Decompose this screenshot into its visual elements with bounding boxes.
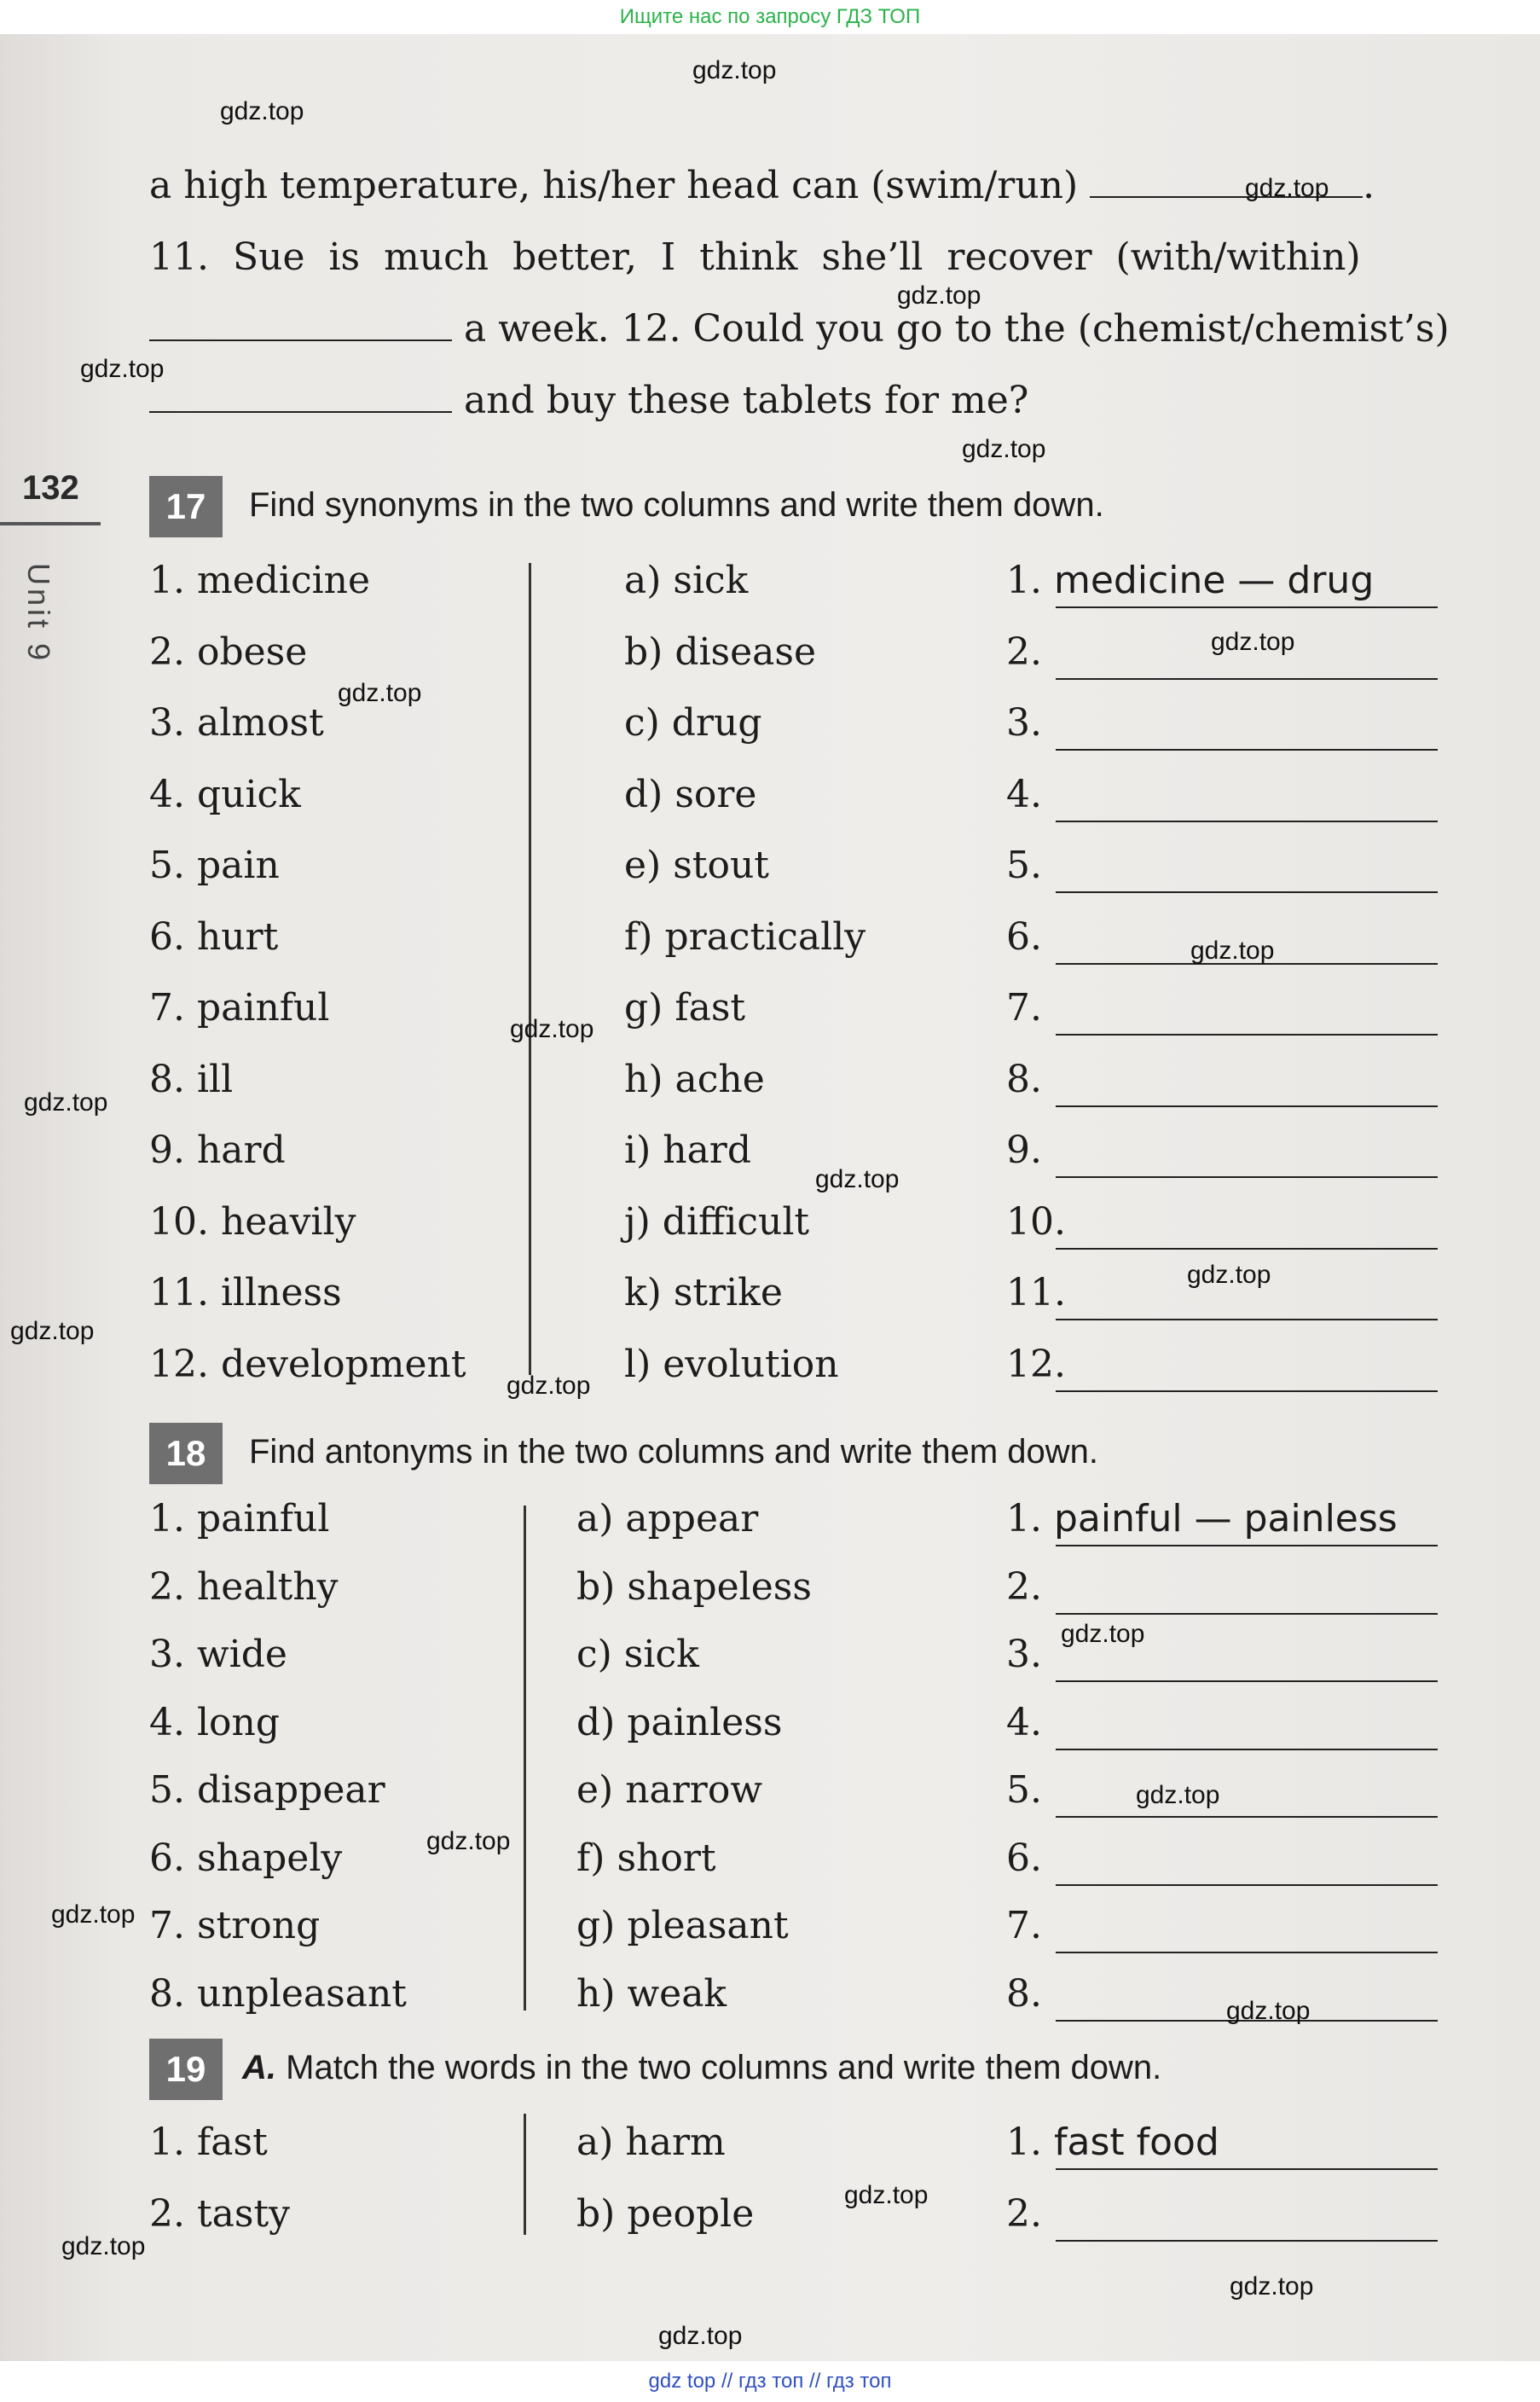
answer-number: 1. <box>1006 559 1042 602</box>
exercise-17-badge: 17 <box>149 476 223 537</box>
top-banner[interactable]: Ищите нас по запросу ГДЗ ТОП <box>0 0 1540 34</box>
watermark-text: gdz.top <box>61 2232 146 2260</box>
answer-row <box>1006 701 1042 745</box>
watermark-text: gdz.top <box>1061 1620 1145 1648</box>
synonym-right-item: a) sick <box>624 559 749 602</box>
watermark-text: gdz.top <box>80 355 165 383</box>
answer-row <box>1006 559 1374 602</box>
exercise-19-divider <box>524 2114 526 2235</box>
handwritten-answer: medicine — drug <box>1053 559 1375 602</box>
synonym-right-item: f) practically <box>624 914 866 959</box>
watermark-text: gdz.top <box>844 2181 929 2209</box>
answer-row <box>1006 773 1042 816</box>
answer-number: 6. <box>1006 914 1042 959</box>
synonym-left-item: 9. hard <box>149 1128 286 1172</box>
unit-label: Unit 9 <box>21 563 56 664</box>
synonym-right-item: l) evolution <box>624 1342 839 1386</box>
bottom-banner[interactable]: gdz top // гдз топ // гдз топ <box>0 2361 1540 2402</box>
answer-number: 2. <box>1006 630 1042 674</box>
answer-row <box>1006 1904 1042 1947</box>
watermark-text: gdz.top <box>1230 2272 1314 2300</box>
answer-row <box>1006 1497 1398 1540</box>
answer-row <box>1006 1200 1066 1244</box>
watermark-text: gdz.top <box>1136 1781 1220 1809</box>
watermark-text: gdz.top <box>1245 174 1329 202</box>
match-left-item: 2. tasty <box>149 2192 290 2236</box>
intro-line-3 <box>149 307 1450 351</box>
answer-blank[interactable] <box>1056 1884 1438 1886</box>
synonym-right-item: h) ache <box>624 1057 765 1101</box>
exercise-17-instruction: Find synonyms in the two columns and write them down. <box>249 486 1104 524</box>
antonym-left-item: 2. healthy <box>149 1564 339 1609</box>
answer-blank[interactable] <box>1056 821 1438 822</box>
answer-row <box>1006 986 1042 1030</box>
answer-row <box>1006 844 1042 887</box>
antonym-left-item: 4. long <box>149 1700 281 1744</box>
answer-blank[interactable] <box>149 411 452 413</box>
answer-blank[interactable] <box>1056 1248 1438 1250</box>
answer-blank[interactable] <box>1056 1390 1438 1392</box>
answer-number: 9. <box>1006 1128 1042 1172</box>
answer-row <box>1006 2121 1219 2164</box>
watermark-text: gdz.top <box>1226 1997 1311 2025</box>
match-left-item: 1. fast <box>149 2121 268 2164</box>
antonym-right-item: b) shapeless <box>576 1564 812 1609</box>
watermark-text: gdz.top <box>10 1317 95 1345</box>
watermark-text: gdz.top <box>815 1165 900 1193</box>
watermark-text: gdz.top <box>1211 628 1295 656</box>
synonym-left-item: 12. development <box>149 1342 466 1386</box>
watermark-text: gdz.top <box>426 1827 511 1855</box>
watermark-text: gdz.top <box>658 2322 743 2350</box>
antonym-left-item: 8. unpleasant <box>149 1971 407 2016</box>
answer-blank[interactable] <box>1056 1545 1438 1546</box>
answer-row <box>1006 1768 1042 1812</box>
answer-number: 11. <box>1006 1271 1066 1314</box>
synonym-right-item: b) disease <box>624 630 817 674</box>
answer-blank[interactable] <box>1056 1613 1438 1615</box>
antonym-right-item: f) short <box>576 1836 716 1880</box>
watermark-text: gdz.top <box>897 281 981 310</box>
answer-blank[interactable] <box>149 339 452 341</box>
antonym-left-item: 5. disappear <box>149 1768 385 1812</box>
answer-number: 8. <box>1006 1971 1042 2016</box>
answer-number: 1. <box>1006 1497 1042 1540</box>
answer-number: 12. <box>1006 1342 1066 1386</box>
synonym-right-item: g) fast <box>624 986 746 1030</box>
synonym-left-item: 8. ill <box>149 1057 234 1101</box>
answer-row <box>1006 1343 1066 1386</box>
antonym-left-item: 7. strong <box>149 1904 321 1947</box>
answer-blank[interactable] <box>1056 1749 1438 1750</box>
antonym-right-item: a) appear <box>576 1497 759 1540</box>
antonym-right-item: h) weak <box>576 1971 727 2016</box>
synonym-left-item: 6. hurt <box>149 914 279 959</box>
intro-line-2: 11. Sue is much better, I think she’ll recover (with/within) <box>149 235 1361 279</box>
antonym-right-item: d) painless <box>576 1700 783 1744</box>
answer-number: 4. <box>1006 1700 1042 1744</box>
synonym-left-item: 10. heavily <box>149 1199 356 1244</box>
antonym-right-item: c) sick <box>576 1633 699 1676</box>
answer-blank[interactable] <box>1056 2240 1438 2242</box>
handwritten-answer: painful — painless <box>1053 1497 1398 1540</box>
intro-line-4-text: and buy these tablets for me? <box>464 379 1029 422</box>
answer-number: 3. <box>1006 1633 1042 1676</box>
synonym-left-item: 2. obese <box>149 630 308 674</box>
synonym-left-item: 1. medicine <box>149 559 371 602</box>
answer-blank[interactable] <box>1056 678 1438 680</box>
synonym-right-item: i) hard <box>624 1128 751 1172</box>
watermark-text: gdz.top <box>51 1900 136 1929</box>
antonym-right-item: g) pleasant <box>576 1904 789 1947</box>
antonym-left-item: 6. shapely <box>149 1836 343 1880</box>
watermark-text: gdz.top <box>507 1372 591 1400</box>
answer-blank[interactable] <box>1056 749 1438 751</box>
match-right-item: a) harm <box>576 2121 726 2164</box>
synonym-left-item: 5. pain <box>149 844 280 887</box>
synonym-left-item: 3. almost <box>149 701 324 745</box>
answer-row <box>1006 1972 1042 2016</box>
answer-number: 6. <box>1006 1836 1042 1880</box>
intro-line-3-text: a week. 12. Could you go to the (chemist/chemist’s) <box>464 307 1450 351</box>
answer-row <box>1006 915 1042 959</box>
answer-row <box>1006 1565 1042 1609</box>
answer-row <box>1006 1128 1042 1172</box>
answer-number: 7. <box>1006 1904 1042 1947</box>
answer-number: 2. <box>1006 1564 1042 1609</box>
exercise-17-divider <box>529 563 531 1375</box>
intro-line-1-text: a high temperature, his/her head can (swim/run) <box>149 164 1079 207</box>
answer-blank[interactable] <box>1056 1105 1438 1107</box>
answer-row <box>1006 1701 1042 1744</box>
exercise-18-divider <box>524 1506 526 2010</box>
answer-blank[interactable] <box>1056 1176 1438 1178</box>
watermark-text: gdz.top <box>1190 937 1275 965</box>
intro-line-4 <box>149 379 1028 422</box>
answer-blank[interactable] <box>1056 1952 1438 1953</box>
page-number-rule <box>0 522 101 525</box>
answer-number: 5. <box>1006 844 1042 887</box>
watermark-text: gdz.top <box>962 435 1046 463</box>
intro-line-1 <box>149 164 1375 207</box>
answer-number: 7. <box>1006 986 1042 1030</box>
synonym-right-item: d) sore <box>624 772 757 816</box>
intro-line-1-end: . <box>1363 164 1375 207</box>
answer-number: 5. <box>1006 1768 1042 1812</box>
exercise-19-instruction <box>242 2049 1161 2087</box>
answer-row <box>1006 1836 1042 1880</box>
watermark-text: gdz.top <box>1187 1261 1271 1289</box>
answer-blank[interactable] <box>1056 1680 1438 1682</box>
synonym-right-item: c) drug <box>624 701 762 745</box>
answer-number: 1. <box>1006 2121 1042 2164</box>
answer-number: 10. <box>1006 1199 1066 1244</box>
exercise-18-instruction: Find antonyms in the two columns and write them down. <box>249 1433 1099 1471</box>
answer-blank[interactable] <box>1056 1816 1438 1818</box>
watermark-text: gdz.top <box>510 1015 594 1043</box>
answer-row <box>1006 630 1042 674</box>
page-number: 132 <box>22 469 79 507</box>
watermark-text: gdz.top <box>220 97 304 125</box>
match-right-item: b) people <box>576 2192 755 2236</box>
exercise-19-badge: 19 <box>149 2039 223 2100</box>
synonym-right-item: j) difficult <box>624 1199 810 1244</box>
exercise-19-part: A. <box>242 2049 276 2086</box>
answer-row <box>1006 2192 1042 2236</box>
answer-number: 8. <box>1006 1057 1042 1101</box>
synonym-left-item: 7. painful <box>149 986 330 1030</box>
answer-row <box>1006 1633 1042 1676</box>
answer-blank[interactable] <box>1056 2168 1438 2170</box>
antonym-right-item: e) narrow <box>576 1768 762 1812</box>
watermark-text: gdz.top <box>24 1088 108 1117</box>
answer-number: 3. <box>1006 701 1042 745</box>
exercise-19-instruction-text: Match the words in the two columns and write them down. <box>286 2049 1162 2086</box>
answer-blank[interactable] <box>1056 1034 1438 1036</box>
answer-blank[interactable] <box>1056 606 1438 608</box>
synonym-right-item: k) strike <box>624 1271 783 1314</box>
watermark-text: gdz.top <box>338 679 422 707</box>
answer-row <box>1006 1058 1042 1101</box>
answer-row <box>1006 1271 1066 1314</box>
answer-number: 4. <box>1006 772 1042 816</box>
antonym-left-item: 3. wide <box>149 1633 287 1676</box>
answer-blank[interactable] <box>1056 891 1438 893</box>
handwritten-answer: fast food <box>1053 2121 1219 2164</box>
exercise-18-badge: 18 <box>149 1423 223 1484</box>
synonym-right-item: e) stout <box>624 844 769 887</box>
watermark-text: gdz.top <box>692 56 777 84</box>
synonym-left-item: 11. illness <box>149 1271 342 1314</box>
synonym-left-item: 4. quick <box>149 772 301 816</box>
answer-blank[interactable] <box>1056 1319 1438 1320</box>
antonym-left-item: 1. painful <box>149 1497 330 1540</box>
answer-number: 2. <box>1006 2192 1042 2236</box>
